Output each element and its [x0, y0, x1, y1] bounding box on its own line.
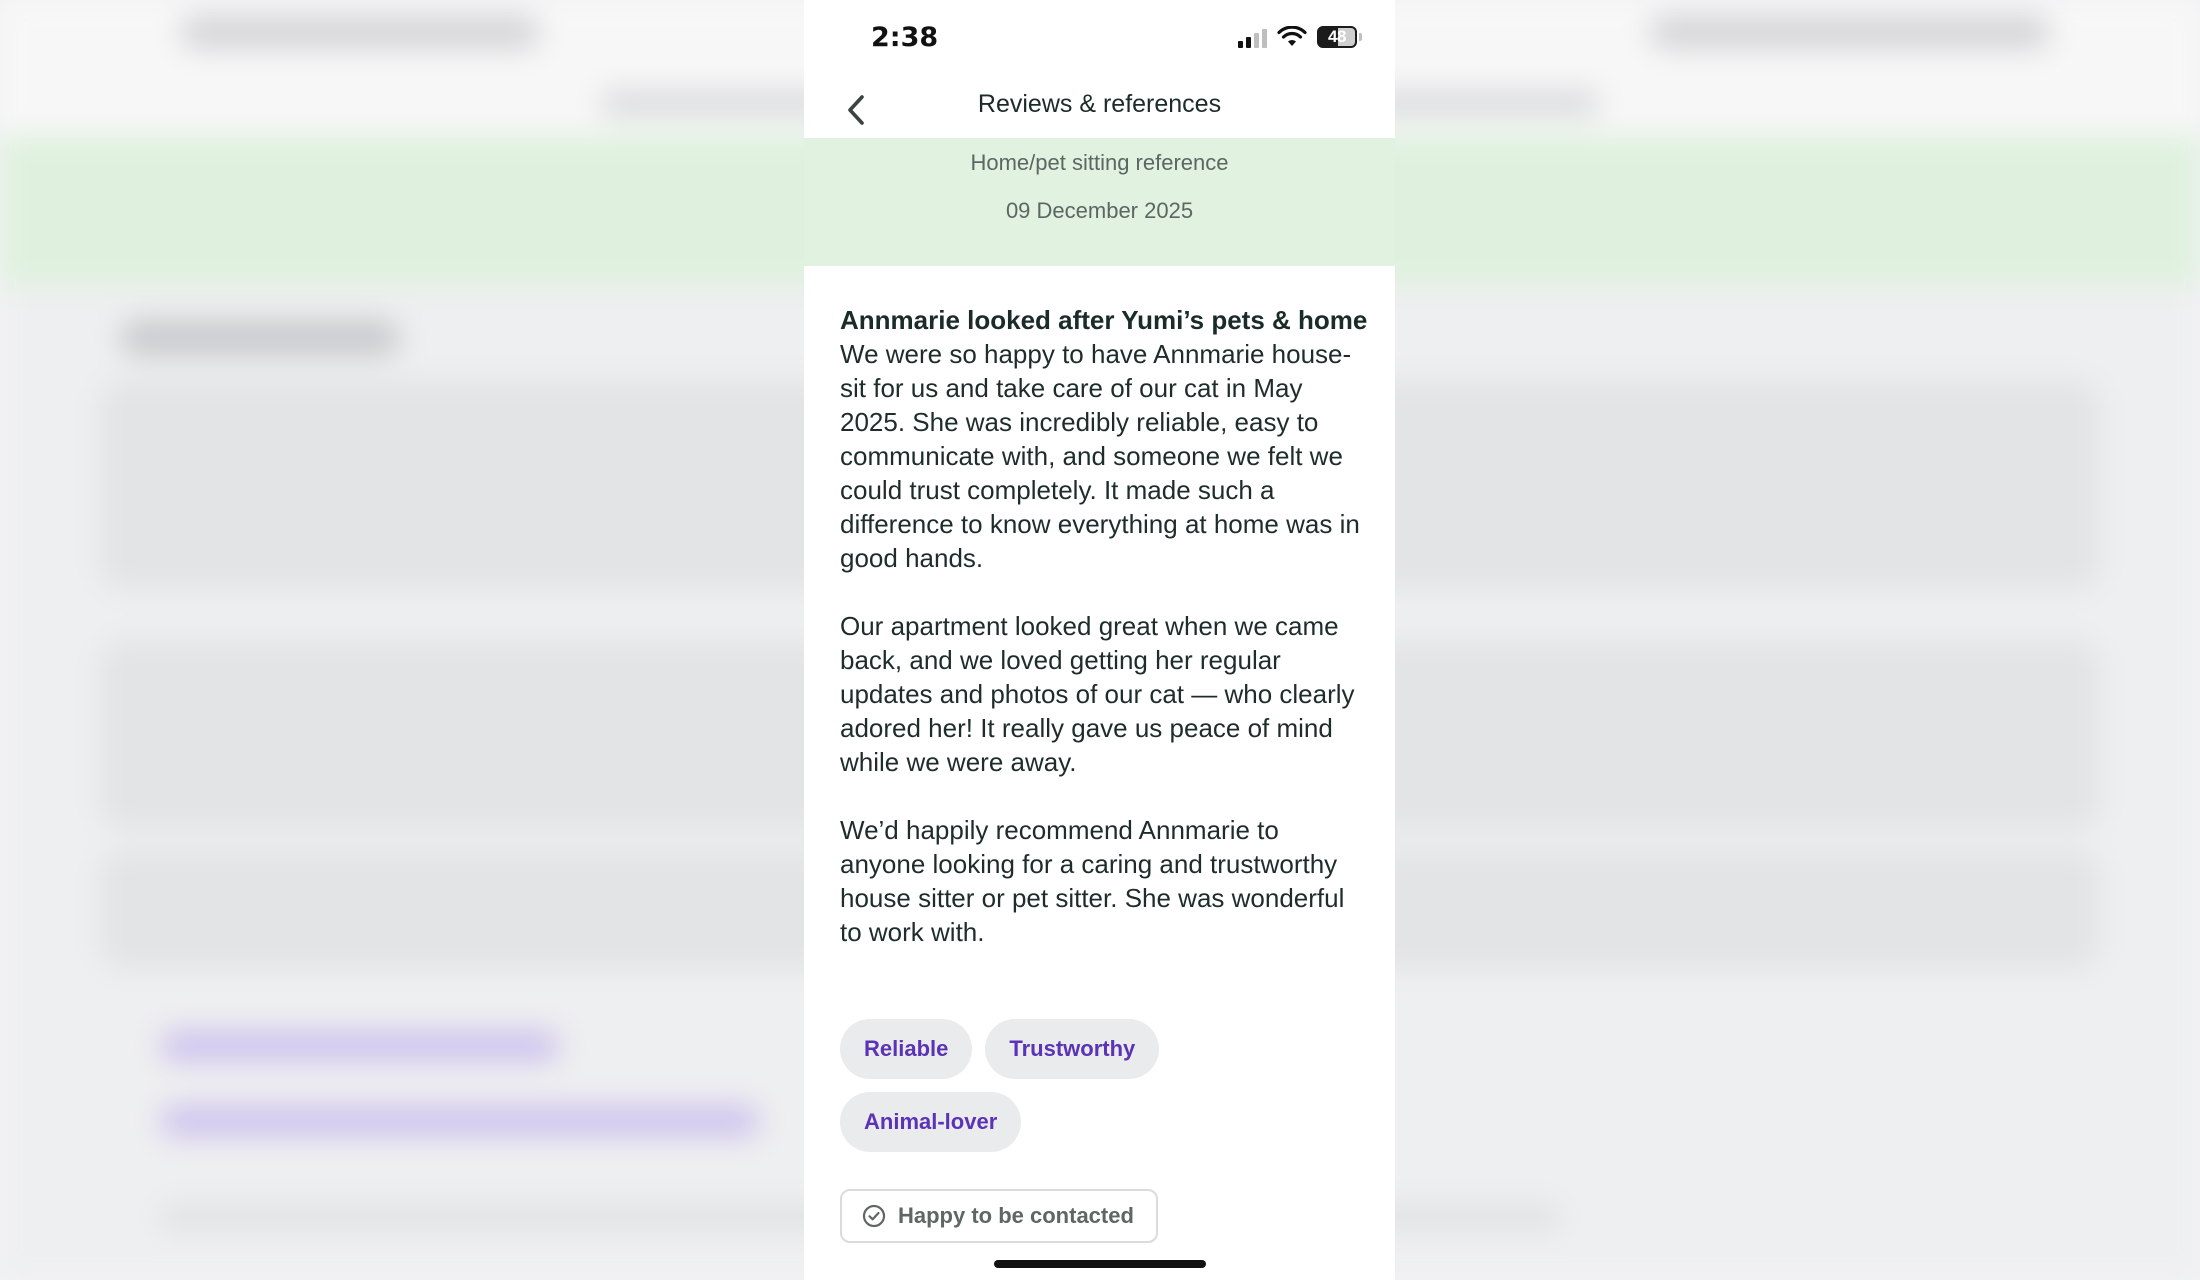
phone-screen [804, 0, 1395, 1280]
reference-date: 09 December 2025 [1005, 198, 1194, 223]
status-icons [1238, 26, 1357, 48]
review-body [840, 303, 1368, 949]
review-heading: Annmarie looked after Yumi’s pets & home [840, 305, 1368, 335]
tag-trustworthy: Trustworthy [985, 1019, 1159, 1079]
page-title: Reviews & references [977, 90, 1222, 118]
reference-type: Home/pet sitting reference [970, 150, 1229, 175]
status-time: 2:38 [871, 22, 939, 53]
signal-icon [1238, 26, 1267, 48]
status-bar [804, 0, 1395, 80]
nav-header [804, 80, 1395, 138]
battery-level: 48 [1328, 27, 1346, 46]
review-tags [840, 1019, 1368, 1165]
reference-header [804, 138, 1395, 266]
battery-icon [1317, 26, 1357, 48]
review-paragraph: We’d happily recommend Annmarie to anyone looking for a caring and trustworthy house sitter or pet sitter. She was wonderful to work with. [840, 815, 1345, 947]
review-paragraph: Our apartment looked great when we came back, and we loved getting her regular updates and photos of our cat — who clearly adored her! It really gave us peace of mind while we were away. [840, 611, 1355, 777]
check-circle-icon [862, 1204, 886, 1228]
happy-to-be-contacted-badge [840, 1189, 1158, 1243]
wifi-icon [1277, 26, 1307, 48]
home-indicator[interactable] [994, 1260, 1206, 1268]
tag-animal-lover: Animal-lover [840, 1092, 1021, 1152]
review-paragraph: We were so happy to have Annmarie house-sit for us and take care of our cat in May 2025. She was incredibly reliable, easy to communicate with, and someone we felt we could trust completely. It made such a difference to know everything at home was in good hands. [840, 339, 1360, 573]
tag-reliable: Reliable [840, 1019, 972, 1079]
contact-label: Happy to be contacted [898, 1203, 1134, 1228]
